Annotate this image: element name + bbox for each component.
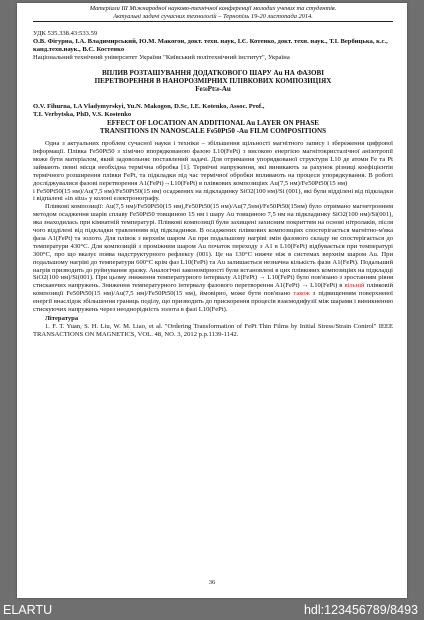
title-uk-line-1: ВПЛИВ РОЗТАШУВАННЯ ДОДАТКОВОГО ШАРУ Au НА ФАЗОВІ — [101, 68, 325, 77]
highlight-word-1: вільній — [344, 282, 365, 290]
article-body — [33, 140, 393, 314]
highlight-word-2: також — [293, 290, 310, 298]
title-uk-line-2: ПЕРЕТВОРЕННЯ В НАНОРОЗМІРНИХ ПЛІВКОВИХ КОМПОЗИЦІЯХ — [94, 77, 332, 86]
header-line-2: Актуальні задачі сучасних технологій – Тернопіль 19-20 листопада 2014. — [113, 12, 313, 20]
udk-code: УДК 535.338.43:533.59 — [33, 30, 98, 37]
title-en-line-1: EFFECT OF LOCATION AN ADDITIONAL Au LAYER ON PHASE — [106, 118, 320, 127]
formula-sub-fe: 50 — [202, 88, 208, 94]
formula-sub-pt: 50 — [214, 88, 220, 94]
title-ukrainian — [33, 69, 393, 96]
affiliation-uk: Національний технічний університет України "Київський політехнічний інститут", Україна — [33, 53, 290, 61]
formula-au: -Au — [219, 85, 231, 94]
paragraph-3-end: з підвищенням поверхневої енергії внаслідок збільшення границь поділу, що призводить до прискорення процесів взаємодифузії між шарами і виникненню стискуючих напружень через неоднорідність золота в фазі L10(FePt). — [33, 290, 394, 314]
header-line-1: Матеріали ІІІ Міжнародної науково-технічної конференції молодих учених та студентів. — [89, 5, 337, 12]
title-english — [33, 119, 393, 135]
handle-link[interactable]: hdl:123456789/8493 — [303, 603, 418, 617]
repository-label: ELARTU — [3, 603, 53, 617]
formula-fe: Fe — [195, 85, 203, 94]
formula-pt: Pt — [207, 85, 215, 94]
paragraph-3-mid: плівковій композиції Fe50Pt50(15 нм)/Au(7,5 нм)/Fe50Pt50(15 нм), ймовірно, може бути пов'язано — [33, 282, 393, 298]
authors-ukrainian — [33, 38, 393, 62]
paragraph-1: Одна з актуальних проблем сучасної науки і техніки – збільшення щільності магнітного запису і збереження цифрової інформації. Плівка Fe50Pt50 з хімічно впорядкованою фазою L10(FePt) з високою енергією магнітокристалічної анізотропії може бути матеріалом, який задовольняє поставлений задачі. Для отримання упорядкованої структури L10 де атоми Fe та Pt займають певні місця необхідна термічна обробка [1]. Термічні напруження, які виникають за рахунок різниці коефіцієнтів термічного розширення плівки FePt, та підкладки під час термічної обробки впливають на процеси упорядкування. В роботі досліджувалися фазові перетворення A1(FePt)→L10(FePt) в плівкових композиціях Au(7,5 нм)/Fe50Pt50(15 нм) — [33, 140, 393, 187]
document-page — [17, 3, 407, 598]
paragraph-3-text: Плівкові композиції: Au(7,5 нм)/Fe50Pt50(15 нм),Fe50Pt50(15 нм)/Au(7,5нм)/Fe50Pt50(15нм) було отримано магнетронним методом осадження шарів сплаву Fe50Pt50 товщиною 15 нм і шару Au товщиною 7,5 нм на підкладинку SiO2(100 нм)/Si(001), яка знаходилась при кімнатній температурі. Плівкові композиції були захищені захисним покриттям на основі нітролаків, після чого відділені від підкладки травленням від підкладинки. В осаджених плівкових композиціях спостерігається магнітно-м'яка фаза A1(FePt) та золото. Для плівок з верхнім шаром Au при подальшому нагріві змін фазового складу не спостерігається до температури 430°С. Для композицій з проміжним шаром Au початок переходу з A1 в L10(FePt) відбувається при температурі 300°С, про що вказує поява надструктурного рефлексу (001). Це на 130°С нижче ніж в системах верхнім шаром Au. При подальшому нагріві до температури 600°С крім фаз L10(FePt) та Au залишається незначна кількість фази A1(FePt). Подальший нагрів призводить до руйнування зразку. Аналогічні закономірності були встановлені в цих плівкових композиціях на підкладці SiO2(100 нм)/Si(001). При цьому зниження температурного інтервалу A1(FePt) → L10(FePt) було пов'язано з зростанням рівня стискаючих напружень. Зниження температурного інтервалу фазового перетворення A1(FePt) → L10(FePt) в — [33, 203, 393, 290]
authors-english — [33, 103, 393, 119]
reference-item: 1. F. T. Yuan, S. H. Liu, W. M. Liao, et al. "Ordering Transformation of FePt Thin Films by Initial Stress/Strain Control" IEEE TRANSACTIONS ON MAGNETICS, VOL. 48, NO. 3, 2012 p.p.1139-1142. — [33, 322, 393, 338]
page-number: 36 — [208, 579, 216, 586]
references-heading: Література — [45, 315, 79, 322]
paragraph-2: і Fe50Pt50(15 нм)/Au(7,5 нм)/Fe50Pt50(15 нм) осаджених на підкладинку SiO2(100 нм)/Si (001), які були відділені від підкладки і відпалені «in situ» у колоні електронографу. — [33, 187, 393, 203]
title-en-line-2: TRANSITIONS IN NANOSCALE Fe50Pt50 -Au FILM COMPOSITIONS — [99, 126, 327, 135]
paragraph-3 — [33, 203, 393, 314]
author-names-uk: О.В. Фігурна, І.А. Владимирський, Ю.М. Макогон, докт. техн. наук, І.Є. Котенко, докт. техн. наук., Т.І. Вербицька, к.с., канд.техн.наук., В.С. Костенко — [33, 37, 388, 53]
article-content — [33, 30, 393, 339]
title-uk-formula — [33, 85, 393, 95]
authors-en-line-2: T.I. Verbytska, PhD, V.S. Kostenko — [33, 110, 132, 118]
authors-en-line-1: O.V. Fihurna, I.A Vladymyrskyi, Yu.N. Makogon, D.Sc, I.E. Kotenko, Assoc. Prof., — [33, 102, 265, 110]
conference-header — [33, 5, 393, 22]
viewer-footer — [0, 601, 424, 620]
